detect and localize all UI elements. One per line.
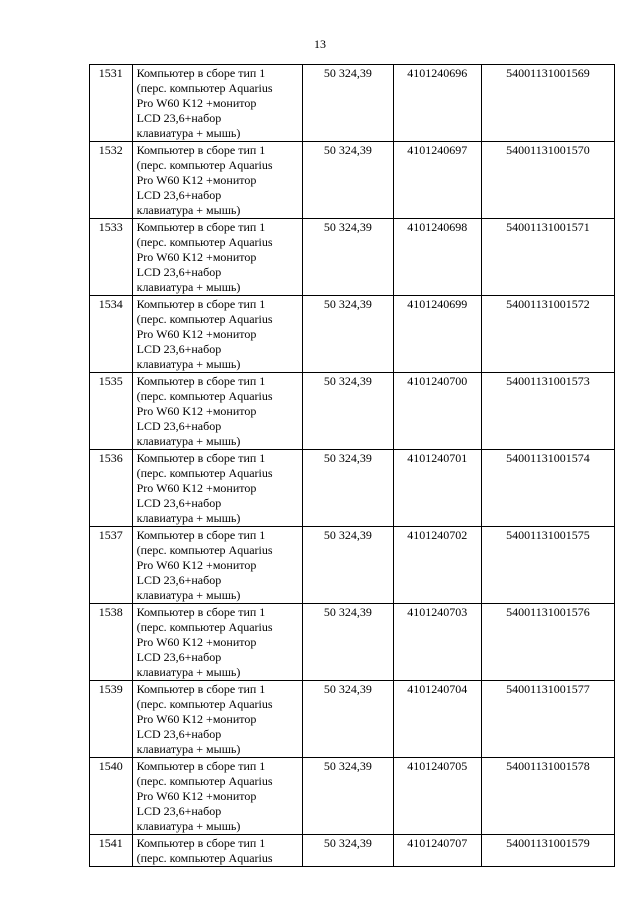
item-name-line: клавиатура + мышь) — [136, 434, 241, 448]
item-name-line: LCD 23,6+набор — [136, 419, 222, 433]
item-name-line: Компьютер в сборе тип 1 — [136, 374, 266, 388]
item-name-line: LCD 23,6+набор — [136, 265, 222, 279]
item-name-line: Компьютер в сборе тип 1 — [136, 836, 266, 850]
price-cell: 50 324,39 — [303, 450, 393, 527]
item-name-cell — [132, 758, 302, 835]
row-number-cell: 1538 — [90, 604, 133, 681]
table-row — [90, 373, 615, 450]
inventory-number-cell: 4101240702 — [393, 527, 481, 604]
item-name-line: Pro W60 K12 +монитор — [136, 250, 257, 264]
item-name-cell — [132, 835, 302, 867]
account-code-cell: 54001131001572 — [481, 296, 614, 373]
item-name-line: Компьютер в сборе тип 1 — [136, 759, 266, 773]
item-name-line: (перс. компьютер Aquarius — [136, 697, 273, 711]
item-name-line: клавиатура + мышь) — [136, 819, 241, 833]
item-name-cell — [132, 219, 302, 296]
item-name-line: Pro W60 K12 +монитор — [136, 481, 257, 495]
item-name-line: LCD 23,6+набор — [136, 111, 222, 125]
item-name-line: (перс. компьютер Aquarius — [136, 312, 273, 326]
account-code-cell: 54001131001578 — [481, 758, 614, 835]
account-code-cell: 54001131001569 — [481, 65, 614, 142]
item-name-cell — [132, 681, 302, 758]
item-name-line: Pro W60 K12 +монитор — [136, 558, 257, 572]
item-name-line: (перс. компьютер Aquarius — [136, 235, 273, 249]
row-number-cell: 1533 — [90, 219, 133, 296]
item-name-line: LCD 23,6+набор — [136, 188, 222, 202]
item-name-line: LCD 23,6+набор — [136, 804, 222, 818]
item-name-line: клавиатура + мышь) — [136, 742, 241, 756]
table-row — [90, 604, 615, 681]
row-number-cell: 1539 — [90, 681, 133, 758]
item-name-line: клавиатура + мышь) — [136, 357, 241, 371]
item-name-line: Pro W60 K12 +монитор — [136, 404, 257, 418]
inventory-table — [89, 64, 615, 867]
item-name-line: клавиатура + мышь) — [136, 665, 241, 679]
price-cell: 50 324,39 — [303, 835, 393, 867]
page-number: 13 — [314, 37, 326, 51]
price-cell: 50 324,39 — [303, 681, 393, 758]
row-number-cell: 1541 — [90, 835, 133, 867]
price-cell: 50 324,39 — [303, 142, 393, 219]
item-name-cell — [132, 373, 302, 450]
item-name-line: Pro W60 K12 +монитор — [136, 789, 257, 803]
row-number-cell: 1531 — [90, 65, 133, 142]
item-name-cell — [132, 450, 302, 527]
price-cell: 50 324,39 — [303, 604, 393, 681]
item-name-cell — [132, 296, 302, 373]
item-name-line: (перс. компьютер Aquarius — [136, 851, 273, 865]
table-row — [90, 296, 615, 373]
table-row — [90, 142, 615, 219]
inventory-table-body — [90, 65, 615, 867]
item-name-line: Pro W60 K12 +монитор — [136, 712, 257, 726]
inventory-table-container — [89, 64, 615, 867]
item-name-line: Компьютер в сборе тип 1 — [136, 605, 266, 619]
item-name-line: клавиатура + мышь) — [136, 588, 241, 602]
inventory-number-cell: 4101240699 — [393, 296, 481, 373]
price-cell: 50 324,39 — [303, 296, 393, 373]
item-name-line: Pro W60 K12 +монитор — [136, 327, 257, 341]
table-row — [90, 527, 615, 604]
item-name-cell — [132, 527, 302, 604]
item-name-cell — [132, 142, 302, 219]
price-cell: 50 324,39 — [303, 373, 393, 450]
row-number-cell: 1537 — [90, 527, 133, 604]
price-cell: 50 324,39 — [303, 65, 393, 142]
item-name-line: (перс. компьютер Aquarius — [136, 543, 273, 557]
item-name-line: (перс. компьютер Aquarius — [136, 158, 273, 172]
item-name-line: LCD 23,6+набор — [136, 727, 222, 741]
item-name-line: Pro W60 K12 +монитор — [136, 173, 257, 187]
item-name-line: Компьютер в сборе тип 1 — [136, 682, 266, 696]
row-number-cell: 1540 — [90, 758, 133, 835]
item-name-line: Компьютер в сборе тип 1 — [136, 528, 266, 542]
account-code-cell: 54001131001579 — [481, 835, 614, 867]
item-name-line: Pro W60 K12 +монитор — [136, 635, 257, 649]
item-name-line: Pro W60 K12 +монитор — [136, 96, 257, 110]
item-name-line: LCD 23,6+набор — [136, 573, 222, 587]
item-name-line: (перс. компьютер Aquarius — [136, 466, 273, 480]
row-number-cell: 1536 — [90, 450, 133, 527]
item-name-line: (перс. компьютер Aquarius — [136, 81, 273, 95]
item-name-line: Компьютер в сборе тип 1 — [136, 451, 266, 465]
price-cell: 50 324,39 — [303, 219, 393, 296]
account-code-cell: 54001131001576 — [481, 604, 614, 681]
account-code-cell: 54001131001573 — [481, 373, 614, 450]
inventory-number-cell: 4101240704 — [393, 681, 481, 758]
item-name-line: (перс. компьютер Aquarius — [136, 389, 273, 403]
table-row — [90, 219, 615, 296]
item-name-line: (перс. компьютер Aquarius — [136, 620, 273, 634]
inventory-number-cell: 4101240701 — [393, 450, 481, 527]
item-name-line: клавиатура + мышь) — [136, 203, 241, 217]
account-code-cell: 54001131001574 — [481, 450, 614, 527]
row-number-cell: 1535 — [90, 373, 133, 450]
inventory-number-cell: 4101240703 — [393, 604, 481, 681]
account-code-cell: 54001131001577 — [481, 681, 614, 758]
table-row — [90, 758, 615, 835]
item-name-cell — [132, 65, 302, 142]
item-name-line: Компьютер в сборе тип 1 — [136, 66, 266, 80]
inventory-number-cell: 4101240698 — [393, 219, 481, 296]
account-code-cell: 54001131001570 — [481, 142, 614, 219]
row-number-cell: 1532 — [90, 142, 133, 219]
inventory-number-cell: 4101240707 — [393, 835, 481, 867]
item-name-line: клавиатура + мышь) — [136, 280, 241, 294]
table-row — [90, 835, 615, 867]
account-code-cell: 54001131001575 — [481, 527, 614, 604]
inventory-number-cell: 4101240700 — [393, 373, 481, 450]
item-name-line: LCD 23,6+набор — [136, 496, 222, 510]
row-number-cell: 1534 — [90, 296, 133, 373]
item-name-line: Компьютер в сборе тип 1 — [136, 220, 266, 234]
inventory-number-cell: 4101240696 — [393, 65, 481, 142]
inventory-number-cell: 4101240697 — [393, 142, 481, 219]
item-name-line: LCD 23,6+набор — [136, 342, 222, 356]
item-name-line: (перс. компьютер Aquarius — [136, 774, 273, 788]
table-row — [90, 681, 615, 758]
item-name-line: Компьютер в сборе тип 1 — [136, 297, 266, 311]
account-code-cell: 54001131001571 — [481, 219, 614, 296]
item-name-line: клавиатура + мышь) — [136, 511, 241, 525]
inventory-number-cell: 4101240705 — [393, 758, 481, 835]
item-name-line: LCD 23,6+набор — [136, 650, 222, 664]
price-cell: 50 324,39 — [303, 758, 393, 835]
item-name-cell — [132, 604, 302, 681]
price-cell: 50 324,39 — [303, 527, 393, 604]
table-row — [90, 65, 615, 142]
table-row — [90, 450, 615, 527]
item-name-line: Компьютер в сборе тип 1 — [136, 143, 266, 157]
item-name-line: клавиатура + мышь) — [136, 126, 241, 140]
